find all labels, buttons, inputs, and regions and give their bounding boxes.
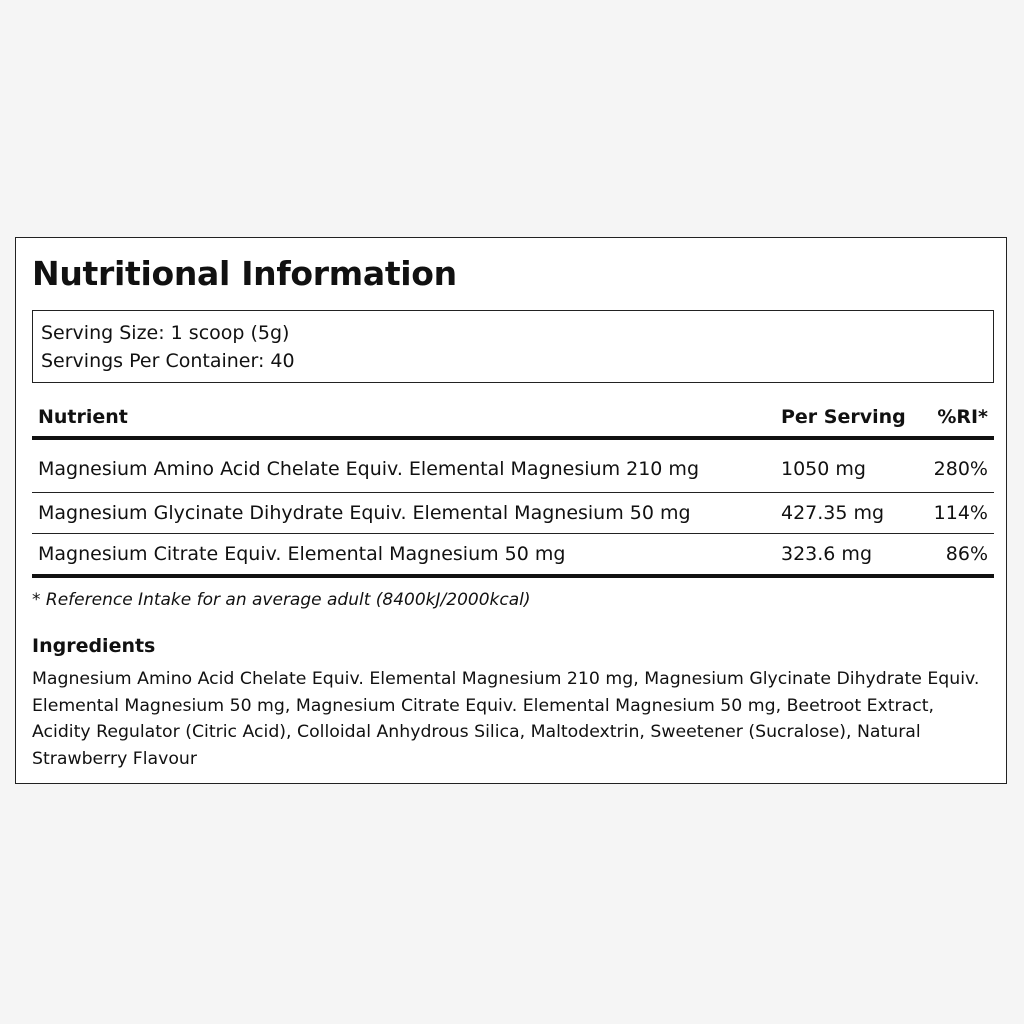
reference-intake-footnote: * Reference Intake for an average adult (8400kJ/2000kcal) bbox=[32, 590, 531, 610]
header-per-serving: Per Serving bbox=[775, 398, 912, 438]
per-serving-value: 323.6 mg bbox=[775, 534, 912, 577]
ri-value: 86% bbox=[912, 534, 994, 577]
per-serving-value: 427.35 mg bbox=[775, 493, 912, 534]
ri-value: 280% bbox=[912, 438, 994, 493]
nutrition-panel bbox=[15, 237, 1007, 784]
per-serving-value: 1050 mg bbox=[775, 438, 912, 493]
header-ri: %RI* bbox=[912, 398, 994, 438]
nutrition-table bbox=[32, 398, 994, 578]
table-row bbox=[32, 493, 994, 534]
table-row bbox=[32, 534, 994, 577]
servings-per-container: Servings Per Container: 40 bbox=[41, 350, 295, 372]
nutrient-name: Magnesium Amino Acid Chelate Equiv. Elemental Magnesium 210 mg bbox=[32, 438, 775, 493]
table-header-row bbox=[32, 398, 994, 438]
header-nutrient: Nutrient bbox=[32, 398, 775, 438]
ingredients-heading: Ingredients bbox=[32, 635, 156, 657]
table-row bbox=[32, 438, 994, 493]
serving-info-box bbox=[32, 310, 994, 383]
serving-size: Serving Size: 1 scoop (5g) bbox=[41, 322, 290, 344]
nutrient-name: Magnesium Citrate Equiv. Elemental Magnesium 50 mg bbox=[32, 534, 775, 577]
ingredients-list: Magnesium Amino Acid Chelate Equiv. Elemental Magnesium 210 mg, Magnesium Glycinate Dihydrate Equiv. Elemental Magnesium 50 mg, Magnesium Citrate Equiv. Elemental Magnesium 50 mg, Beetroot Extract, Acidity Regulator (Citric Acid), Colloidal Anhydrous Silica, Maltodextrin, Sweetener (Sucralose), Natural Strawberry Flavour bbox=[32, 669, 980, 769]
nutrient-name: Magnesium Glycinate Dihydrate Equiv. Elemental Magnesium 50 mg bbox=[32, 493, 775, 534]
ri-value: 114% bbox=[912, 493, 994, 534]
page-title: Nutritional Information bbox=[32, 254, 457, 293]
